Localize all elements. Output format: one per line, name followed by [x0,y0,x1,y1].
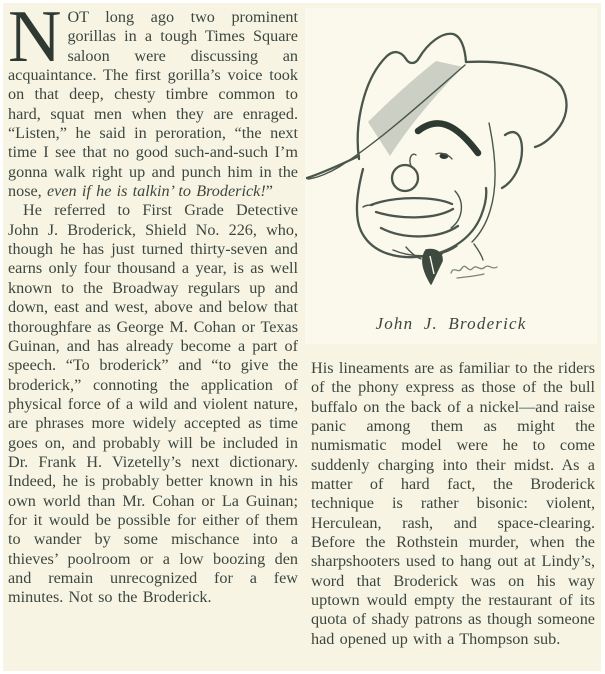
opening-paragraph [8,0,298,201]
caricature-drawing-icon [305,8,597,308]
broderick-caricature-figure [305,8,597,344]
text-segment: ” [265,182,273,201]
chin-crease [381,226,458,236]
drop-cap-initial: N [8,0,62,78]
second-paragraph [8,201,298,607]
face-right-temple [472,123,495,242]
magazine-page [3,0,601,671]
eyebrow [418,123,478,153]
artist-signature-flourish [457,274,484,278]
mouth-upper [371,198,452,205]
text-segment: His lineaments are as familiar to the riders of the phony express as those of the bull buffalo on the back of a nickel—and raise panic among them as might the numismatic model were he to come suddenly charging into their midst. As a matter of hard fact, the Broderick technique is rather bisonic: violent, Herculean, rash, and space-clearing. Before the Rothstein murder, when the sharpshooters used to hang out at Lindy’s, word that Broderick was on his way uptown would empty the restaurant of its quota of shady patrons as though someone had opened up with a Thompson sub. [311,359,595,648]
mouth-lower [376,209,453,217]
artist-signature [451,266,497,273]
nose-bridge [410,154,416,166]
illustration-caption: John J. Broderick [375,314,527,333]
left-text-column [8,0,298,608]
text-segment: even if he is talkin’ to Broderick! [46,182,266,201]
text-segment: OT long ago two prominent gorillas in a tough Times Square saloon were discussing an acquaintance. The first gorilla’s voice took on that deep, chesty timbre common to hard, squat men when they are enraged. “Listen,” he said in peroration, “the next time I see that no good such-and-such I’m gonna walk right up and punch him in the nose, [8,8,298,201]
ear [502,132,522,188]
right-column-paragraph [311,359,595,649]
right-text-column [311,8,595,649]
text-segment: He referred to First Grade Detective John J. Broderick, Shield No. 226, who, though he has just turned thirty-seven and earns only four thousand a year, is as well known to the Broadway regulars up and down, east and west, above and below that thoroughfare as George M. Cohan or Texas Guinan, and has already become a part of speech. “To broderick” and “to give the broderick,” connoting the application of physical force of a wild and violent nature, are phrases more widely accepted as time goes on, and probably will be included in Dr. Frank H. Vizetelly’s next dictionary. Indeed, he is probably better known in his own world than Mr. Cohan or La Guinan; for it would be possible for either of them to wander by some mischance into a thieves’ poolroom or a low boozing den and remain unrecognized for a few minutes. Not so the Broderick. [8,201,298,607]
nose [392,165,418,191]
neck-right [474,244,483,260]
